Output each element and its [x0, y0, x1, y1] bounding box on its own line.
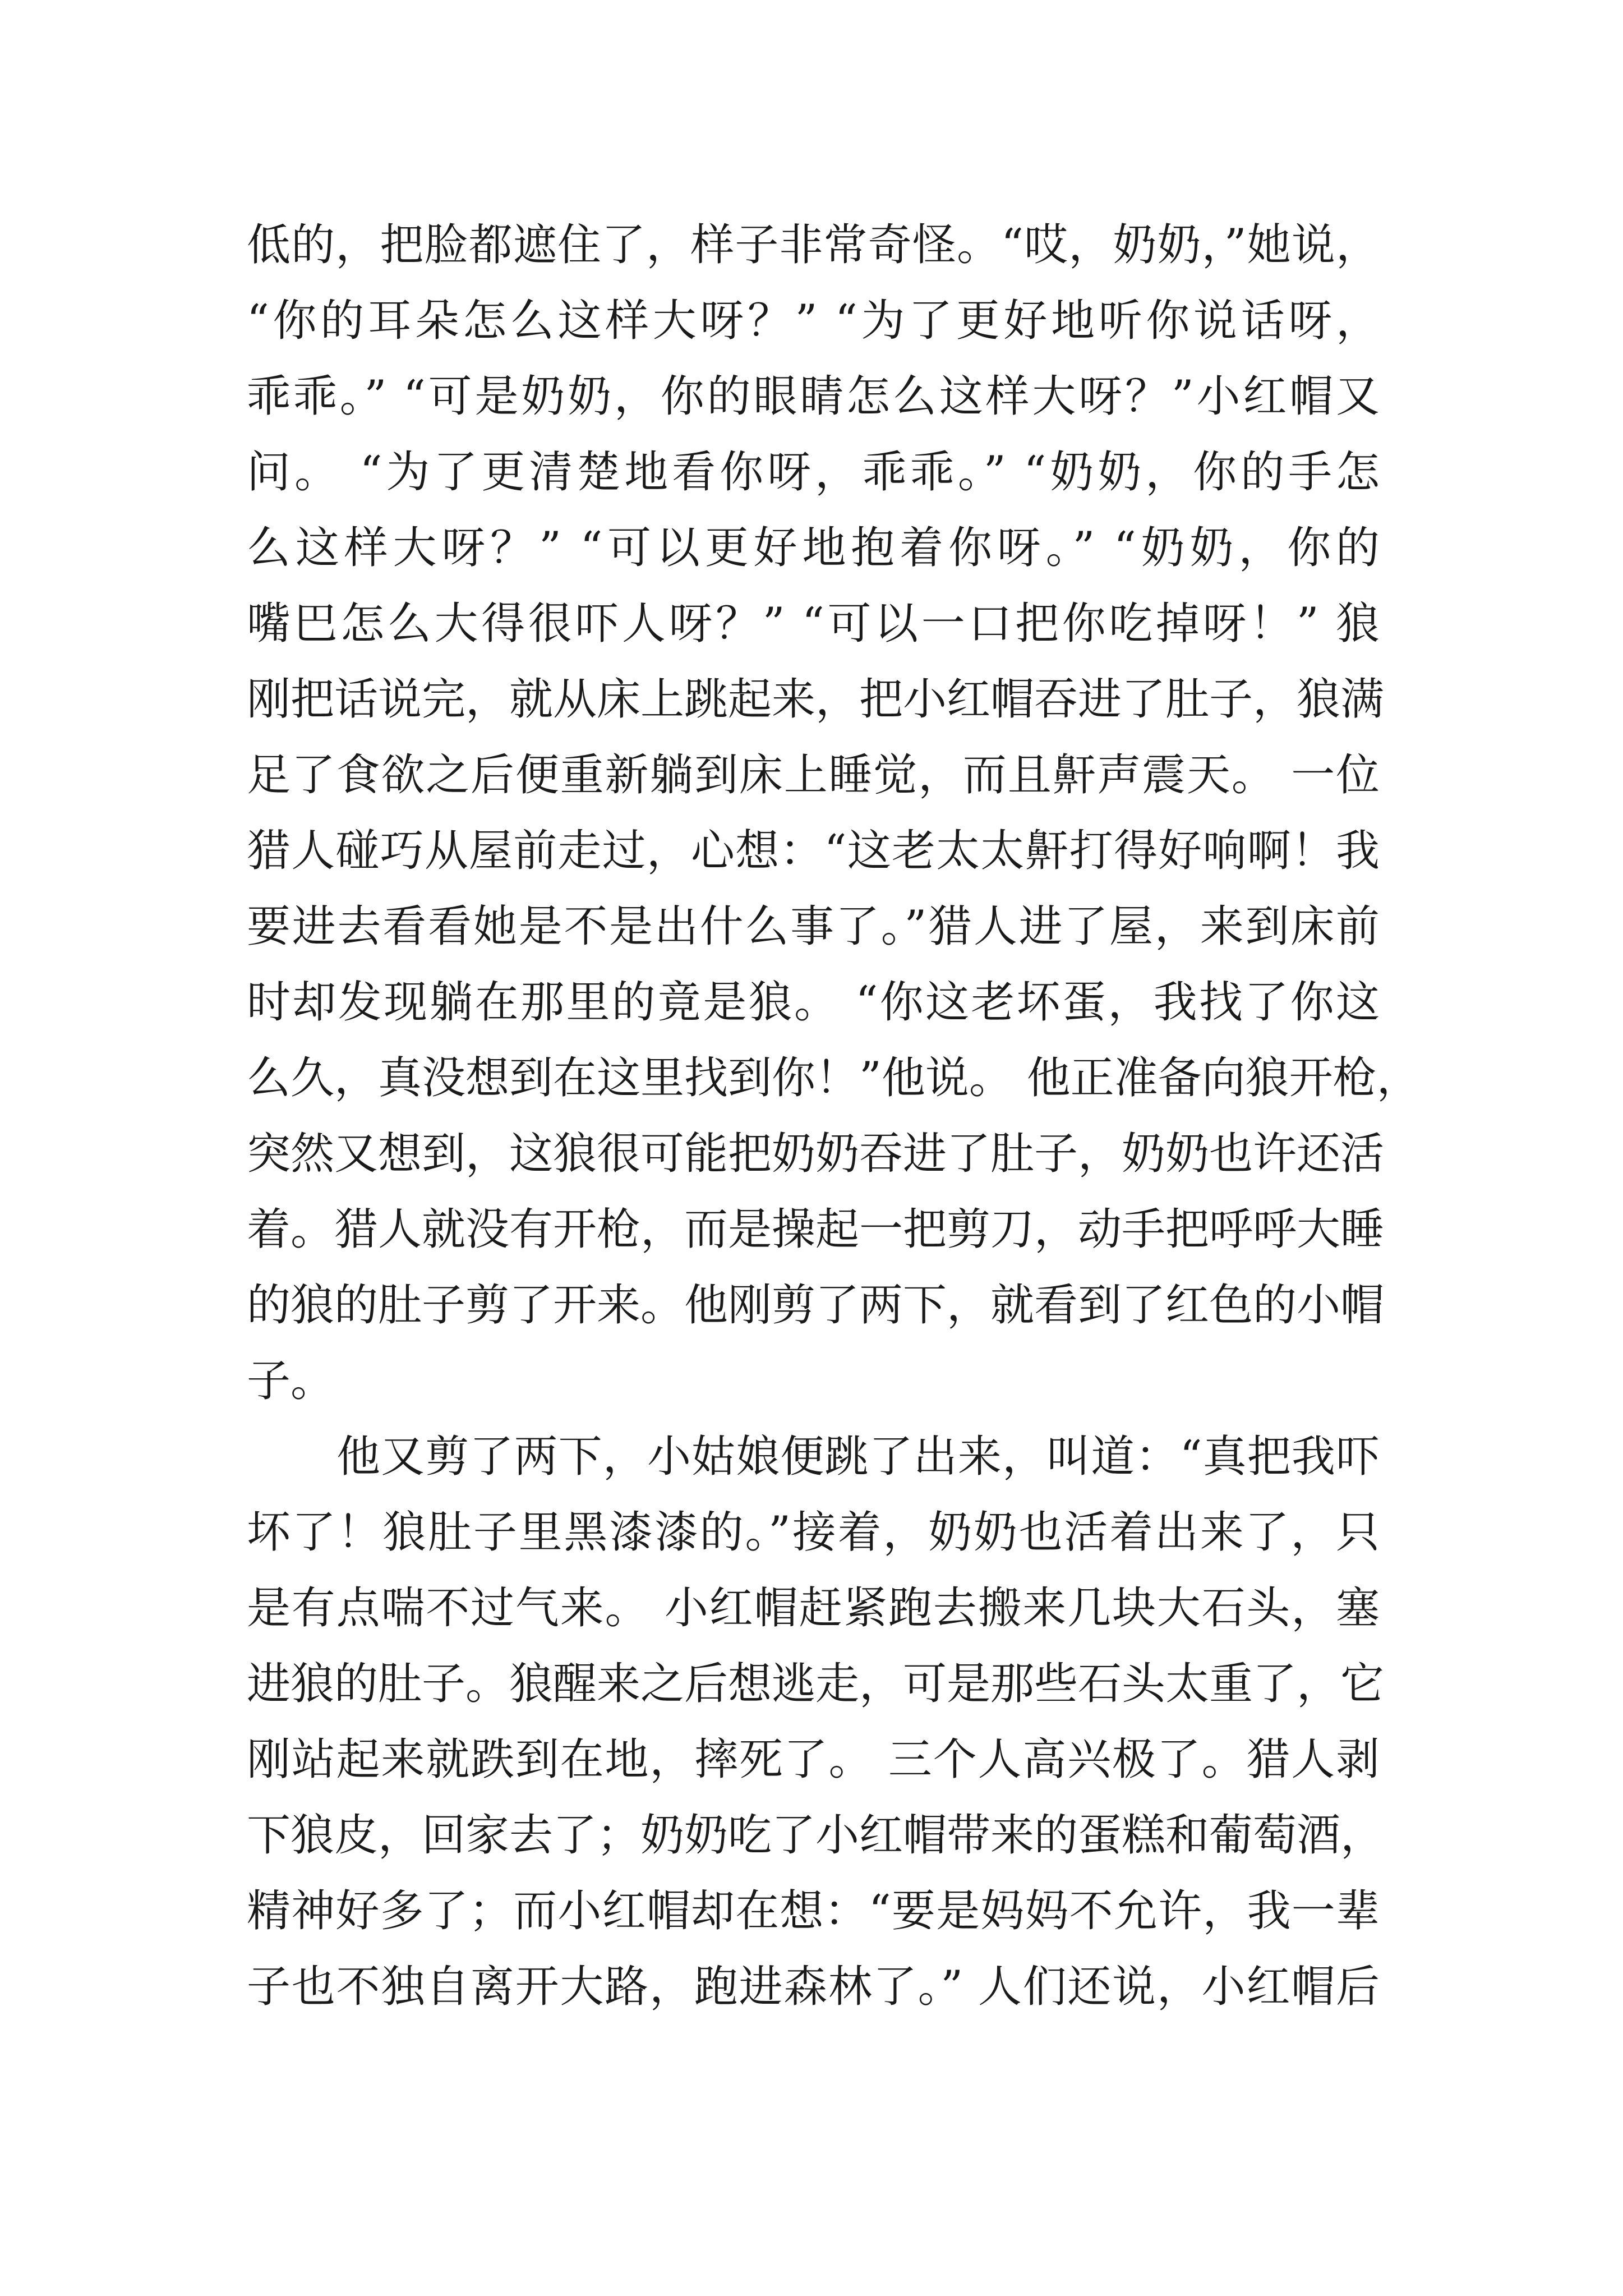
text-line: 进狼的肚子。狼醒来之后想逃走，可是那些石头太重了，它 [247, 1659, 1385, 1709]
text-line: 足了食欲之后便重新躺到床上睡觉，而且鼾声震天。 一位 [247, 750, 1380, 800]
text-line: 刚把话说完，就从床上跳起来，把小红帽吞进了肚子，狼满 [247, 674, 1385, 725]
text-line: 他又剪了两下，小姑娘便跳了出来，叫道：“真把我吓 [336, 1432, 1380, 1482]
paragraph-1 [247, 208, 1421, 1419]
paragraph-2 [247, 1419, 1385, 2025]
text-line: 坏了！狼肚子里黑漆漆的。”接着，奶奶也活着出来了，只 [247, 1507, 1380, 1558]
text-line: 猎人碰巧从屋前走过，心想：“这老太太鼾打得好响啊！我 [247, 826, 1380, 876]
text-line: 刚站起来就跌到在地，摔死了。 三个人高兴极了。猎人剥 [247, 1734, 1380, 1785]
text-line: 下狼皮，回家去了；奶奶吃了小红帽带来的蛋糕和葡萄酒， [247, 1810, 1385, 1861]
text-line: 么久，真没想到在这里找到你！”他说。 他正准备向狼开枪， [247, 1053, 1421, 1103]
text-line: 子。 [247, 1356, 335, 1406]
text-line: 的狼的肚子剪了开来。他刚剪了两下，就看到了红色的小帽 [247, 1280, 1385, 1331]
text-line: 子也不独自离开大路，跑进森林了。” 人们还说，小红帽后 [247, 1962, 1380, 2012]
text-line: 精神好多了；而小红帽却在想：“要是妈妈不允许，我一辈 [247, 1886, 1380, 1936]
text-line: 嘴巴怎么大得很吓人呀？” “可以一口把你吃掉呀！” 狼 [247, 599, 1380, 649]
text-line: 么这样大呀？” “可以更好地抱着你呀。” “奶奶，你的 [247, 523, 1380, 573]
text-line: 问。 “为了更清楚地看你呀，乖乖。” “奶奶，你的手怎 [247, 447, 1380, 498]
text-line: 是有点喘不过气来。 小红帽赶紧跑去搬来几块大石头，塞 [247, 1583, 1380, 1634]
text-line: 突然又想到，这狼很可能把奶奶吞进了肚子，奶奶也许还活 [247, 1129, 1385, 1179]
text-line: 要进去看看她是不是出什么事了。”猎人进了屋，来到床前 [247, 901, 1380, 952]
text-line: 乖乖。” “可是奶奶，你的眼睛怎么这样大呀？”小红帽又 [247, 371, 1380, 422]
text-line: 着。猎人就没有开枪，而是操起一把剪刀，动手把呼呼大睡 [247, 1204, 1385, 1255]
body-text [247, 208, 1421, 2025]
text-line: “你的耳朵怎么这样大呀？” “为了更好地听你说话呀， [247, 296, 1380, 346]
text-line: 时却发现躺在那里的竟是狼。 “你这老坏蛋，我找了你这 [247, 977, 1380, 1028]
text-line: 低的，把脸都遮住了，样子非常奇怪。“哎，奶奶，”她说， [247, 220, 1380, 270]
